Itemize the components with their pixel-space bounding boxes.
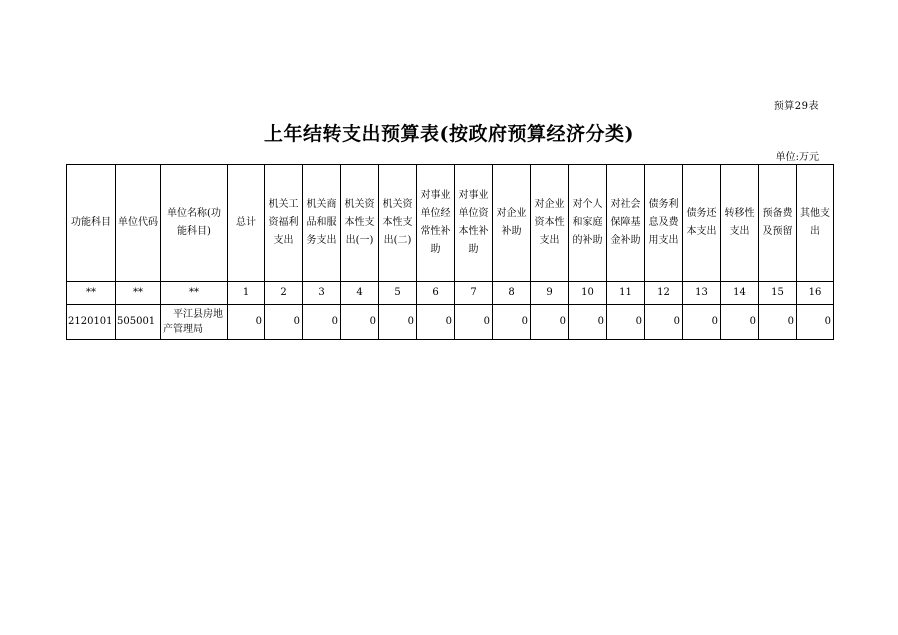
- unit-code-cell: 505001: [116, 305, 161, 340]
- unit-name-text: 平江县房地产管理局: [163, 309, 223, 335]
- value-cell: 0: [683, 305, 721, 340]
- header-row: [67, 165, 834, 282]
- column-header: [417, 165, 455, 282]
- index-cell: **: [67, 282, 116, 305]
- index-cell: 1: [228, 282, 265, 305]
- header-enterprise-subsidy: 对企业补助: [496, 208, 527, 237]
- column-header: [759, 165, 797, 282]
- column-header: [265, 165, 303, 282]
- value-cell: 0: [379, 305, 417, 340]
- func-code-cell: 2120101: [67, 305, 116, 340]
- index-cell: 10: [569, 282, 607, 305]
- header-total: 总计: [236, 217, 256, 228]
- column-header: [67, 165, 116, 282]
- unit-label: 单位:万元: [775, 152, 819, 163]
- header-debt-principal: 债务还本支出: [686, 208, 717, 237]
- form-number: 预算29表: [773, 101, 819, 112]
- header-other: 其他支出: [800, 208, 830, 237]
- header-debt-interest: 债务利息及费用支出: [648, 199, 679, 246]
- column-header: [569, 165, 607, 282]
- header-unit-name: 单位名称(功能科目): [167, 208, 221, 237]
- index-cell: 2: [265, 282, 303, 305]
- index-row: [67, 282, 834, 305]
- index-cell: 6: [417, 282, 455, 305]
- column-header: [379, 165, 417, 282]
- header-inst-capital: 对事业单位资本性补助: [458, 190, 489, 255]
- unit-name-cell: [161, 305, 228, 340]
- index-cell: 13: [683, 282, 721, 305]
- header-social-security: 对社会保障基金补助: [610, 199, 641, 246]
- value-cell: 0: [569, 305, 607, 340]
- index-cell: **: [116, 282, 161, 305]
- column-header: [228, 165, 265, 282]
- header-inst-regular: 对事业单位经常性补助: [420, 190, 451, 255]
- value-cell: 0: [341, 305, 379, 340]
- index-cell: 4: [341, 282, 379, 305]
- value-cell: 0: [531, 305, 569, 340]
- header-reserve: 预备费及预留: [762, 208, 793, 237]
- value-cell: 0: [759, 305, 797, 340]
- value-cell: 0: [265, 305, 303, 340]
- index-cell: 16: [797, 282, 834, 305]
- index-cell: 11: [607, 282, 645, 305]
- header-transfer: 转移性支出: [724, 208, 755, 237]
- value-cell: 0: [493, 305, 531, 340]
- value-cell: 0: [797, 305, 834, 340]
- index-cell: 15: [759, 282, 797, 305]
- index-cell: 9: [531, 282, 569, 305]
- header-capital-1: 机关资本性支出(一): [344, 199, 375, 246]
- column-header: [341, 165, 379, 282]
- column-header: [493, 165, 531, 282]
- index-cell: 7: [455, 282, 493, 305]
- column-header: [531, 165, 569, 282]
- column-header: [303, 165, 341, 282]
- header-goods-services: 机关商品和服务支出: [306, 199, 337, 246]
- index-cell: 8: [493, 282, 531, 305]
- value-cell: 0: [228, 305, 265, 340]
- page-title: 上年结转支出预算表(按政府预算经济分类): [264, 123, 634, 145]
- column-header: [683, 165, 721, 282]
- index-cell: **: [161, 282, 228, 305]
- column-header: [721, 165, 759, 282]
- budget-table: [66, 164, 834, 340]
- header-capital-2: 机关资本性支出(二): [382, 199, 413, 246]
- header-salary: 机关工资福利支出: [268, 199, 299, 246]
- index-cell: 5: [379, 282, 417, 305]
- header-household: 对个人和家庭的补助: [572, 199, 603, 246]
- value-cell: 0: [303, 305, 341, 340]
- value-cell: 0: [417, 305, 455, 340]
- header-unit-code: 单位代码: [118, 217, 158, 228]
- column-header: [607, 165, 645, 282]
- value-cell: 0: [645, 305, 683, 340]
- index-cell: 14: [721, 282, 759, 305]
- value-cell: 0: [607, 305, 645, 340]
- column-header: [645, 165, 683, 282]
- column-header: [455, 165, 493, 282]
- header-enterprise-capital: 对企业资本性支出: [534, 199, 565, 246]
- value-cell: 0: [455, 305, 493, 340]
- table-row: [67, 305, 834, 340]
- column-header: [797, 165, 834, 282]
- column-header: [161, 165, 228, 282]
- column-header: [116, 165, 161, 282]
- index-cell: 12: [645, 282, 683, 305]
- value-cell: 0: [721, 305, 759, 340]
- index-cell: 3: [303, 282, 341, 305]
- header-func-code: 功能科目: [71, 217, 111, 228]
